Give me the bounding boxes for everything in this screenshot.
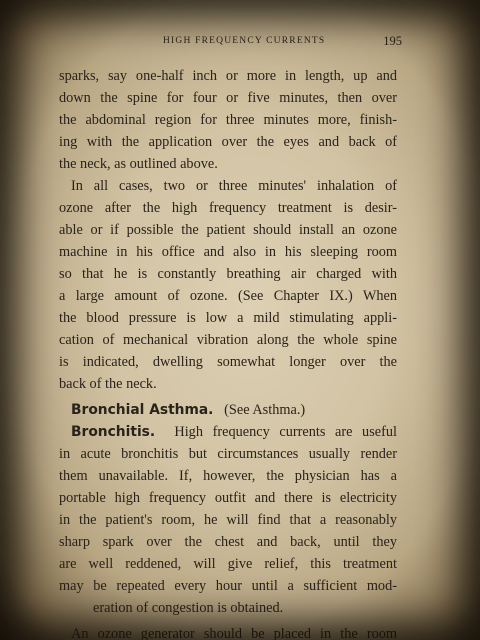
text-line: able or if possible the patient should install an ozone xyxy=(59,222,397,238)
text-line: is indicated, dwelling somewhat longer over the xyxy=(59,354,397,370)
text-line xyxy=(59,421,397,443)
paragraph-continuation xyxy=(59,65,397,175)
text-line: ozone after the high frequency treatment is desir- xyxy=(59,200,397,216)
text-line: ing with the application over the eyes and back of xyxy=(59,134,397,150)
text-line: cation of mechanical vibration along the whole spine xyxy=(59,332,397,348)
text-line: them unavailable. If, however, the physician has a xyxy=(59,468,397,484)
text-line: may be repeated every hour until a sufficient mod- xyxy=(59,578,397,594)
entry-heading: Bronchial Asthma. xyxy=(71,402,214,418)
text-line: portable high frequency outfit and there is electricity xyxy=(59,490,397,506)
running-head xyxy=(59,34,402,54)
text-line: the neck, as outlined above. xyxy=(59,156,218,172)
book-page xyxy=(59,34,402,640)
text-line: back of the neck. xyxy=(59,376,157,392)
text-fragment: High frequency currents are useful xyxy=(174,424,398,440)
cross-reference: (See Asthma.) xyxy=(224,402,306,418)
page-number: 195 xyxy=(383,34,402,48)
text-line: sharp spark over the chest and back, until they xyxy=(59,534,397,550)
text-line: are well reddened, will give relief, this treatment xyxy=(59,556,397,572)
text-line: the blood pressure is low a mild stimulating appli- xyxy=(59,310,397,326)
entry-bronchitis xyxy=(59,421,397,619)
paragraph-ozone xyxy=(59,175,397,395)
text-line: In all cases, two or three minutes' inhalation of xyxy=(71,178,397,194)
text-line: sparks, say one-half inch or more in length, up and xyxy=(59,68,397,84)
text-line: the abdominal region for three minutes more, finish- xyxy=(59,112,397,128)
text-line: in acute bronchitis but circumstances usually render xyxy=(59,446,397,462)
text-line: in the patient's room, he will find that a reasonably xyxy=(59,512,397,528)
page-body xyxy=(59,65,397,640)
entry-heading: Bronchitis. xyxy=(71,424,156,440)
entry-bronchial-asthma xyxy=(59,399,397,421)
text-line: machine in his office and also in his sleeping room xyxy=(59,244,397,260)
text-line: a large amount of ozone. (See Chapter IX.) When xyxy=(59,288,397,304)
running-title: HIGH FREQUENCY CURRENTS xyxy=(163,36,326,46)
text-line: eration of congestion is obtained. xyxy=(93,600,284,616)
text-line: so that he is constantly breathing air charged with xyxy=(59,266,397,282)
text-line: An ozone generator should be placed in the room xyxy=(71,626,397,640)
text-line: down the spine for four or five minutes, then over xyxy=(59,90,397,106)
